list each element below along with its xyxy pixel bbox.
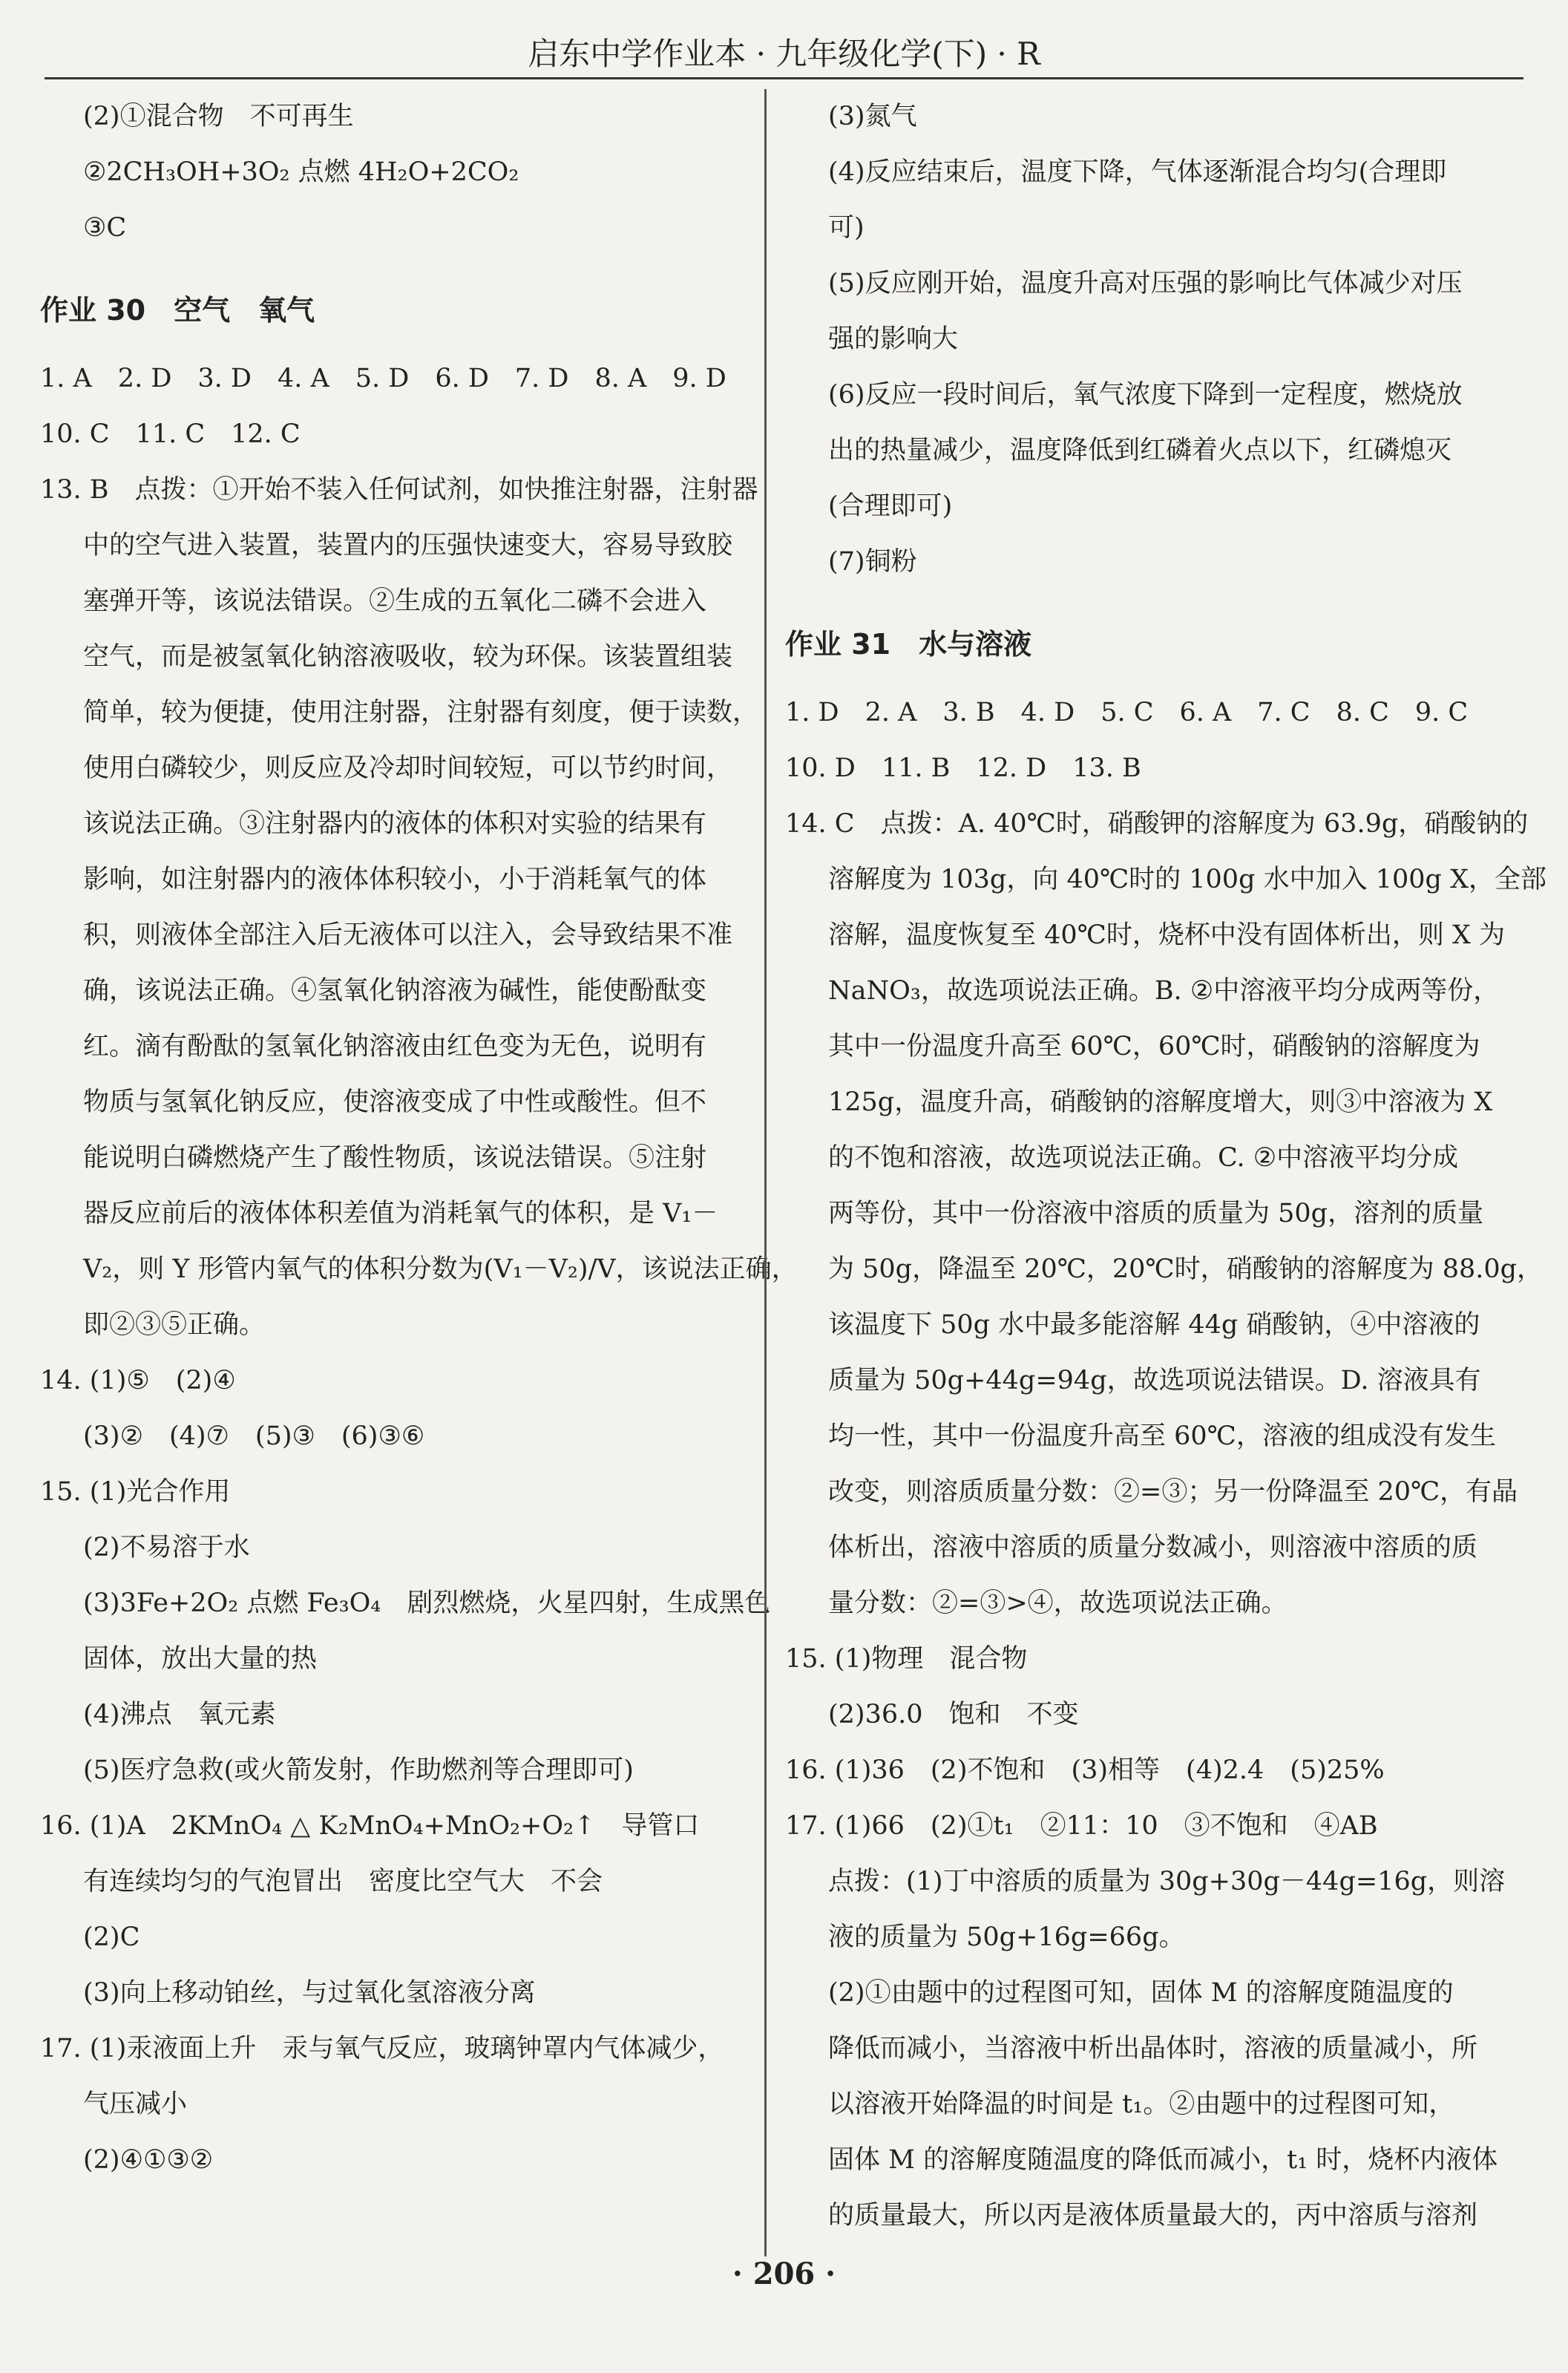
text-line: 16. (1)A 2KMnO₄ △ K₂MnO₄+MnO₂+O₂↑ 导管口 (40, 1811, 700, 1841)
text-line: 以溶液开始降温的时间是 t₁。②由题中的过程图可知， (828, 2089, 1455, 2119)
text-line: 点拨：(1)丁中溶质的质量为 30g+30g－44g=16g，则溶 (828, 1867, 1506, 1896)
text-line: 强的影响大 (828, 324, 959, 354)
text-line: 体析出，溶液中溶质的质量分数减小，则溶液中溶质的质 (828, 1533, 1478, 1562)
text-line: (3)向上移动铂丝，与过氧化氢溶液分离 (83, 1978, 536, 2008)
text-line: 可) (828, 213, 865, 243)
text-line: 该温度下 50g 水中最多能溶解 44g 硝酸钠，④中溶液的 (828, 1310, 1480, 1340)
text-line: 气压减小 (83, 2089, 188, 2119)
text-line: (2)C (83, 1922, 140, 1952)
text-line: 125g，温度升高，硝酸钠的溶解度增大，则③中溶液为 X (828, 1087, 1493, 1117)
text-line: (2)不易溶于水 (83, 1533, 250, 1562)
text-line: 积，则液体全部注入后无液体可以注入，会导致结果不准 (83, 920, 733, 950)
text-line: (2)①由题中的过程图可知，固体 M 的溶解度随温度的 (828, 1978, 1454, 2008)
text-line: 溶解度为 103g，向 40℃时的 100g 水中加入 100g X，全部 (828, 865, 1546, 894)
section-heading: 作业 31 水与溶液 (785, 628, 1032, 661)
text-line: (3)② (4)⑦ (5)③ (6)③⑥ (83, 1421, 425, 1451)
running-header: 启东中学作业本 · 九年级化学(下) · R (528, 36, 1040, 72)
text-line: V₂，则 Y 形管内氧气的体积分数为(V₁－V₂)/V，该说法正确， (83, 1254, 798, 1284)
text-line: 中的空气进入装置，装置内的压强快速变大，容易导致胶 (83, 531, 733, 560)
text-line: (4)沸点 氧元素 (83, 1700, 276, 1729)
header-rule (45, 77, 1523, 79)
text-line: 固体 M 的溶解度随温度的降低而减小，t₁ 时，烧杯内液体 (828, 2145, 1498, 2175)
text-line: ③C (83, 213, 127, 243)
text-line: 15. (1)光合作用 (40, 1477, 231, 1507)
text-line: 的质量最大，所以丙是液体质量最大的，丙中溶质与溶剂 (828, 2201, 1478, 2230)
text-line: 两等份，其中一份溶液中溶质的质量为 50g，溶剂的质量 (828, 1199, 1484, 1228)
text-line: (5)反应刚开始，温度升高对压强的影响比气体减少对压 (828, 269, 1463, 298)
text-line: 为 50g，降温至 20℃，20℃时，硝酸钠的溶解度为 88.0g， (828, 1254, 1544, 1284)
text-line: 17. (1)汞液面上升 汞与氧气反应，玻璃钟罩内气体减少， (40, 2034, 724, 2063)
text-line: 16. (1)36 (2)不饱和 (3)相等 (4)2.4 (5)25% (785, 1755, 1385, 1785)
text-line: 器反应前后的液体体积差值为消耗氧气的体积，是 V₁－ (83, 1199, 718, 1228)
text-line: 液的质量为 50g+16g=66g。 (828, 1922, 1185, 1952)
text-line: 15. (1)物理 混合物 (785, 1644, 1028, 1674)
text-line: (5)医疗急救(或火箭发射，作助燃剂等合理即可) (83, 1755, 634, 1785)
text-line: 14. C 点拨：A. 40℃时，硝酸钾的溶解度为 63.9g，硝酸钠的 (785, 809, 1529, 839)
text-line: 能说明白磷燃烧产生了酸性物质，该说法错误。⑤注射 (83, 1143, 707, 1173)
text-line: (7)铜粉 (828, 547, 917, 577)
text-line: (6)反应一段时间后，氧气浓度下降到一定程度，燃烧放 (828, 380, 1463, 410)
text-line: 均一性，其中一份温度升高至 60℃，溶液的组成没有发生 (828, 1421, 1496, 1451)
text-line: 1. D 2. A 3. B 4. D 5. C 6. A 7. C 8. C 9. C (785, 698, 1469, 727)
text-line: ②2CH₃OH+3O₂ 点燃 4H₂O+2CO₂ (83, 157, 519, 187)
text-line: 有连续均匀的气泡冒出 密度比空气大 不会 (83, 1867, 603, 1896)
text-line: 影响，如注射器内的液体体积较小，小于消耗氧气的体 (83, 865, 707, 894)
text-line: (4)反应结束后，温度下降，气体逐渐混合均匀(合理即 (828, 157, 1447, 187)
text-line: 降低而减小，当溶液中析出晶体时，溶液的质量减小，所 (828, 2034, 1478, 2063)
text-line: 17. (1)66 (2)①t₁ ②11：10 ③不饱和 ④AB (785, 1811, 1378, 1841)
text-line: NaNO₃，故选项说法正确。B. ②中溶液平均分成两等份， (828, 976, 1500, 1006)
text-line: 固体，放出大量的热 (83, 1644, 318, 1674)
text-line: 14. (1)⑤ (2)④ (40, 1366, 236, 1395)
section-heading: 作业 30 空气 氧气 (40, 294, 315, 327)
text-line: 量分数：②=③>④，故选项说法正确。 (828, 1588, 1287, 1618)
text-line: 10. C 11. C 12. C (40, 419, 301, 449)
text-line: (合理即可) (828, 491, 953, 521)
text-line: (3)3Fe+2O₂ 点燃 Fe₃O₄ 剧烈燃烧，火星四射，生成黑色 (83, 1588, 771, 1618)
text-line: 物质与氢氧化钠反应，使溶液变成了中性或酸性。但不 (83, 1087, 707, 1117)
column-divider (764, 89, 767, 2256)
text-line: 13. B 点拨：①开始不装入任何试剂，如快推注射器，注射器 (40, 475, 758, 505)
text-line: (2)36.0 饱和 不变 (828, 1700, 1079, 1729)
text-line: 简单，较为便捷，使用注射器，注射器有刻度，便于读数， (83, 698, 759, 727)
text-line: 出的热量减少，温度降低到红磷着火点以下，红磷熄灭 (828, 436, 1452, 465)
text-line: 溶解，温度恢复至 40℃时，烧杯中没有固体析出，则 X 为 (828, 920, 1505, 950)
text-line: 空气，而是被氢氧化钠溶液吸收，较为环保。该装置组装 (83, 642, 733, 672)
text-line: 的不饱和溶液，故选项说法正确。C. ②中溶液平均分成 (828, 1143, 1459, 1173)
text-line: 其中一份温度升高至 60℃，60℃时，硝酸钠的溶解度为 (828, 1032, 1480, 1061)
left-column (40, 89, 798, 2188)
page-number: · 206 · (732, 2256, 836, 2291)
text-line: 塞弹开等，该说法错误。②生成的五氧化二磷不会进入 (83, 586, 707, 616)
text-line: (2)④①③② (83, 2145, 214, 2175)
text-line: 改变，则溶质质量分数：②=③；另一份降温至 20℃，有晶 (828, 1477, 1518, 1507)
text-line: 确，该说法正确。④氢氧化钠溶液为碱性，能使酚酞变 (83, 976, 707, 1006)
right-column (785, 89, 1546, 2244)
text-line: (3)氮气 (828, 102, 917, 131)
text-line: 10. D 11. B 12. D 13. B (785, 753, 1141, 783)
text-line: 1. A 2. D 3. D 4. A 5. D 6. D 7. D 8. A 9. D (40, 364, 726, 393)
text-line: 该说法正确。③注射器内的液体的体积对实验的结果有 (83, 809, 707, 839)
text-line: 使用白磷较少，则反应及冷却时间较短，可以节约时间， (83, 753, 733, 783)
text-line: 质量为 50g+44g=94g，故选项说法错误。D. 溶液具有 (828, 1366, 1481, 1395)
text-line: (2)①混合物 不可再生 (83, 102, 354, 131)
text-line: 红。滴有酚酞的氢氧化钠溶液由红色变为无色，说明有 (83, 1032, 707, 1061)
text-line: 即②③⑤正确。 (83, 1310, 266, 1340)
